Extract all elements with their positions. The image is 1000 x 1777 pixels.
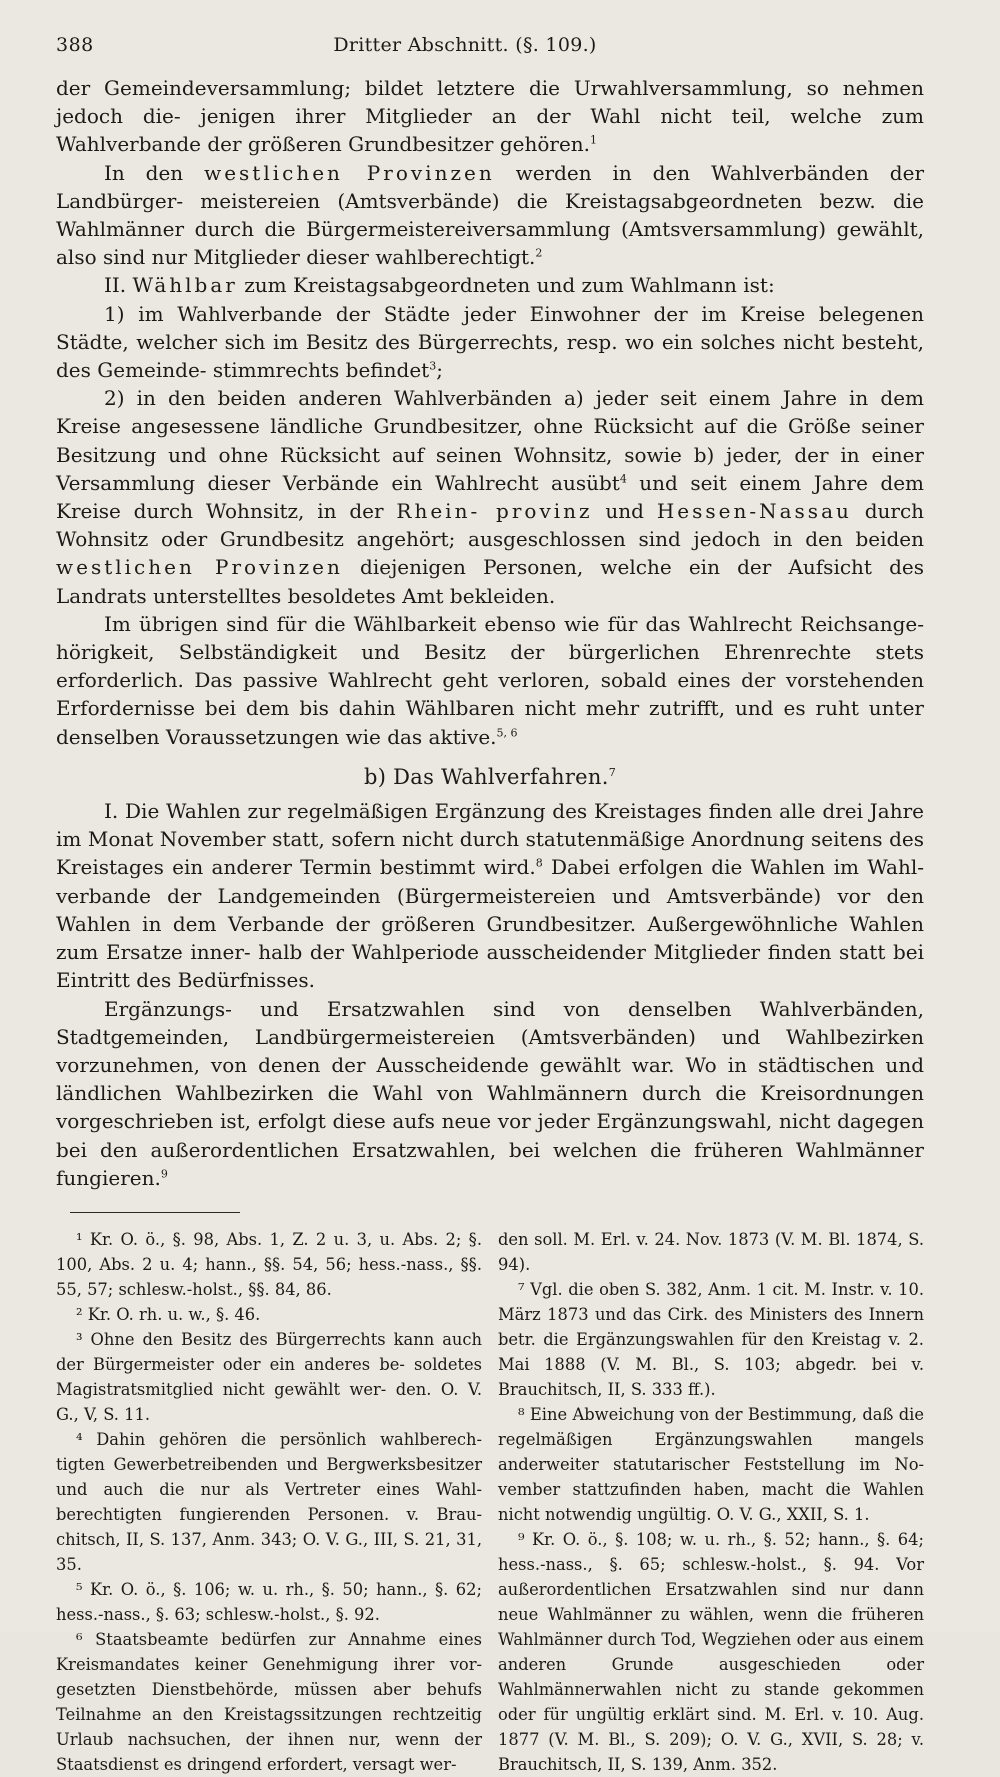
text-run: der Gemeindeversammlung; bildet letztere die Urwahlversammlung, so nehmen jedoch die- jenigen ihrer Mitglieder an der Wahl nicht teil, welche zum Wahlverbande der größeren Grundbesitzer gehören. xyxy=(56,76,924,157)
emphasis-text: westlichen Provinzen xyxy=(56,555,343,580)
footnote: ⁶ Staatsbeamte bedürfen zur Annahme eines Kreismandates keiner Genehmigung ihrer vor- gesetzten Dienstbehörde, müssen aber behufs Teilnahme an den Kreistagssitzungen rechtzeitig Urlaub nachsuchen, der ihnen nur, wenn der Staatsdienst es dringend erfordert, versagt wer- xyxy=(56,1629,482,1774)
footnote-ref: 2 xyxy=(535,246,543,260)
subsection-title-text: b) Das Wahlverfahren. xyxy=(363,764,609,789)
footnote: ² Kr. O. rh. u. w., §. 46. xyxy=(76,1304,261,1324)
section-heading: Dritter Abschnitt. (§. 109.) xyxy=(333,34,597,56)
footnote: ¹ Kr. O. ö., §. 98, Abs. 1, Z. 2 u. 3, u. Abs. 2; §. 100, Abs. 2 u. 4; hann., §§. 54, 56; hess.-nass., §§. 55, 57; schlesw.-holst., §§. 84, 86. xyxy=(56,1229,482,1299)
text-run: Ergänzungs- und Ersatzwahlen sind von denselben Wahlverbänden, Stadtgemeinden, Landbürgermeistereien (Amtsverbänden) und Wahlbezirken vorzunehmen, von denen der Ausscheidende gewählt war. Wo in städtischen und ländlichen Wahlbezirken die Wahl von Wahlmännern durch die Kreisordnungen vorgeschrieben ist, erfolgt diese aufs neue vor jeder Ergänzungswahl, nicht dagegen bei den außerordentlichen Ersatzwahlen, bei welchen die früheren Wahlmänner fungieren. xyxy=(56,996,924,1190)
footnote-ref: 1 xyxy=(590,133,598,147)
footnote-ref: 7 xyxy=(608,765,617,779)
main-text xyxy=(56,74,924,1192)
footnote-divider xyxy=(70,1212,240,1213)
footnote-ref: 8 xyxy=(535,856,543,870)
subsection-title xyxy=(56,763,924,791)
footnote-continuation: den soll. M. Erl. v. 24. Nov. 1873 (V. M. Bl. 1874, S. 94). xyxy=(498,1229,924,1274)
emphasis-text: westlichen Provinzen xyxy=(204,160,495,185)
footnote: ⁹ Kr. O. ö., §. 108; w. u. rh., §. 52; hann., §. 64; hess.-nass., §. 65; schlesw.-holst., §. 94. Vor außerordentlichen Ersatzwahlen sind nur dann neue Wahlmänner zu wählen, wenn die früheren Wahlmänner durch Tod, Wegziehen oder aus einem anderen Grunde ausgeschieden oder Wahlmännerwahlen nicht zu stande gekommen oder für ungültig erklärt sind. M. Erl. v. 10. Aug. 1877 (V. M. Bl., S. 209); O. V. G., XVII, S. 28; v. Brauchitsch, II, S. 139, Anm. 352. xyxy=(498,1529,924,1774)
footnote: ⁴ Dahin gehören die persönlich wahlberech- tigten Gewerbetreibenden und Bergwerksbesitzer und auch die nur als Vertreter eines Wahl- berechtigten fungierenden Personen. v. Brau- chitsch, II, S. 137, Anm. 343; O. V. G., III, S. 21, 31, 35. xyxy=(56,1429,482,1574)
text-run: und seit einem Jahre dem Kreise durch Wohnsitz, in der xyxy=(56,470,924,524)
text-run: 2) in den beiden anderen Wahlverbänden a) jeder seit einem Jahre in dem Kreise angesessene ländliche Grundbesitzer, ohne Rücksicht auf die Größe seiner Besitzung und ohne Rücksicht auf seinen Wohnsitz, sowie b) jeder, der in einer Versammlung dieser Verbände ein Wahlrecht ausübt xyxy=(56,386,924,495)
page-number: 388 xyxy=(56,34,94,56)
paragraph xyxy=(56,797,924,994)
text-run: Dabei erfolgen die Wahlen im Wahl- verbande der Landgemeinden (Bürgermeistereien und Amtsverbände) vor den Wahlen in dem Verbande der größeren Grundbesitzer. Außergewöhnliche Wahlen zum Ersatze inner- halb der Wahlperiode ausscheidender Mitglieder finden statt bei Eintritt des Bedürfnisses. xyxy=(56,855,924,993)
paragraph xyxy=(56,159,924,272)
paragraph xyxy=(56,300,924,385)
footnote: ³ Ohne den Besitz des Bürgerrechts kann auch der Bürgermeister oder ein anderes be- soldetes Magistratsmitglied nicht gewählt wer- den. O. V. G., V, S. 11. xyxy=(56,1329,482,1424)
footnote-ref: 4 xyxy=(619,472,627,486)
footnote-ref: 3 xyxy=(429,359,437,373)
paragraph xyxy=(56,610,924,751)
footnote-column-left xyxy=(56,1227,482,1777)
text-run: ; xyxy=(436,358,443,383)
emphasis-text: Rhein- provinz xyxy=(396,499,593,524)
text-run: diejenigen Personen, welche ein der Aufsicht des Landrats unterstelltes besoldetes Amt bekleiden. xyxy=(56,555,925,608)
emphasis-text: Hessen-Nassau xyxy=(656,499,852,524)
footnote: ⁷ Vgl. die oben S. 382, Anm. 1 cit. M. Instr. v. 10. März 1873 und das Cirk. des Ministers des Innern betr. die Ergänzungswahlen für den Kreistag v. 2. Mai 1888 (V. M. Bl., S. 103; abgedr. bei v. Brauchitsch, II, S. 333 ff.). xyxy=(498,1279,924,1399)
text-run: II. xyxy=(104,273,127,298)
paragraph xyxy=(56,384,924,610)
footnotes xyxy=(56,1227,924,1777)
footnote: ⁵ Kr. O. ö., §. 106; w. u. rh., §. 50; hann., §. 62; hess.-nass., §. 63; schlesw.-holst., §. 92. xyxy=(56,1579,482,1624)
text-run: 1) im Wahlverbande der Städte jeder Einwohner der im Kreise belegenen Städte, welcher sich im Besitz des Bürgerrechts, resp. wo ein solches nicht besteht, des Gemeinde- stimmrechts befindet xyxy=(56,301,924,383)
paragraph xyxy=(56,995,924,1192)
text-run: zum Kreistagsabgeordneten und zum Wahlmann ist: xyxy=(244,273,775,298)
text-run: und xyxy=(605,499,644,524)
text-run: I. Die Wahlen zur regelmäßigen Ergänzung des Kreistages finden alle drei Jahre im Monat November statt, sofern nicht durch statutenmäßige Anordnung seitens des Kreistages ein anderer Termin bestimmt wird. xyxy=(56,799,924,880)
text-run: In den xyxy=(104,160,184,185)
footnote-column-right xyxy=(498,1227,924,1777)
footnote: ⁸ Eine Abweichung von der Bestimmung, daß die regelmäßigen Ergänzungswahlen mangels anderweiter statutarischer Feststellung im No- vember stattzufinden haben, macht die Wahlen nicht notwendig ungültig. O. V. G., XXII, S. 1. xyxy=(498,1404,924,1524)
paragraph xyxy=(56,271,924,299)
text-run: werden in den Wahlverbänden der Landbürger- meistereien (Amtsverbände) die Kreistagsabgeordneten bezw. die Wahlmänner durch die Bürgermeistereiversammlung (Amtsversammlung) gewählt, also sind nur Mitglieder dieser wahlberechtigt. xyxy=(56,160,924,270)
running-head xyxy=(56,34,924,74)
footnote-ref: 5, 6 xyxy=(496,726,518,740)
text-run: durch Wohnsitz oder Grundbesitz angehört; ausgeschlossen sind jedoch in den beiden xyxy=(56,499,925,552)
footnote-ref: 9 xyxy=(160,1167,168,1181)
paragraph xyxy=(56,74,924,159)
emphasis-text: Wählbar xyxy=(132,273,238,298)
text-run: Im übrigen sind für die Wählbarkeit ebenso wie für das Wahlrecht Reichsange- hörigkeit, Selbständigkeit und Besitz der bürgerlichen Ehrenrechte stets erforderlich. Das passive Wahlrecht geht verloren, sobald eines der vorstehenden Erfordernisse bei dem bis dahin Wählbaren nicht mehr zutrifft, und es ruht unter denselben Voraussetzungen wie das aktive. xyxy=(56,611,924,749)
